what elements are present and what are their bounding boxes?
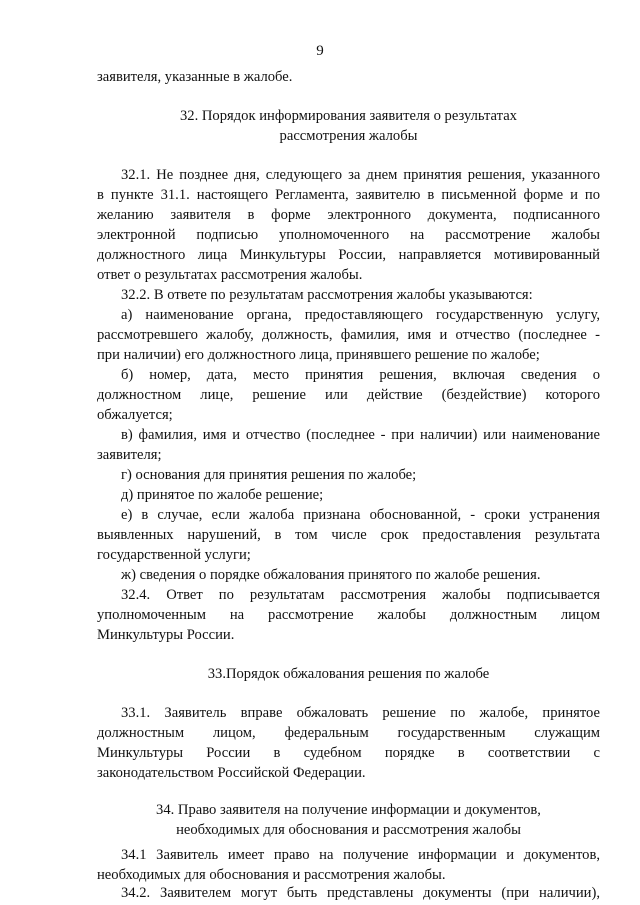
paragraph-33-1-line: должностным лицом, федеральным государственным служащим bbox=[97, 725, 600, 741]
paragraph-33-1-line: Минкультуры России в судебном порядке в соответствии с bbox=[97, 745, 600, 761]
list-item-a-line: рассмотревшего жалобу, должность, фамилия, имя и отчество (последнее - bbox=[97, 327, 600, 343]
section-heading-33: 33.Порядок обжалования решения по жалобе bbox=[207, 666, 490, 682]
paragraph-line: заявителя, указанные в жалобе. bbox=[97, 69, 293, 85]
list-item-a-line: при наличии) его должностного лица, принявшего решение по жалобе; bbox=[97, 347, 540, 363]
paragraph-32-1-line: ответ о результатах рассмотрения жалобы. bbox=[97, 267, 363, 283]
section-heading-34-line-2: необходимых для обоснования и рассмотрения жалобы bbox=[176, 822, 521, 838]
paragraph-32-4-line: 32.4. Ответ по результатам рассмотрения жалобы подписывается bbox=[121, 587, 600, 603]
list-item-zh: ж) сведения о порядке обжалования принятого по жалобе решения. bbox=[121, 567, 541, 583]
paragraph-32-4-line: уполномоченным на рассмотрение жалобы должностным лицом bbox=[97, 607, 600, 623]
list-item-a-line: а) наименование органа, предоставляющего государственную услугу, bbox=[121, 307, 600, 323]
paragraph-32-2: 32.2. В ответе по результатам рассмотрения жалобы указываются: bbox=[121, 287, 533, 303]
page-number: 9 bbox=[316, 43, 324, 59]
list-item-g: г) основания для принятия решения по жалобе; bbox=[121, 467, 417, 483]
paragraph-32-1-line: в пункте 31.1. настоящего Регламента, заявителю в письменной форме и по bbox=[97, 187, 600, 203]
list-item-b-line: б) номер, дата, место принятия решения, включая сведения о bbox=[121, 367, 600, 383]
list-item-d: д) принятое по жалобе решение; bbox=[121, 487, 324, 503]
section-heading-32-line-2: рассмотрения жалобы bbox=[279, 128, 418, 144]
section-heading-34-line-1: 34. Право заявителя на получение информации и документов, bbox=[156, 802, 541, 818]
paragraph-32-4-line: Минкультуры России. bbox=[97, 627, 235, 643]
paragraph-34-2-line: 34.2. Заявителем могут быть представлены документы (при наличии), bbox=[121, 885, 600, 901]
list-item-e-line: государственной услуги; bbox=[97, 547, 251, 563]
list-item-b-line: обжалуется; bbox=[97, 407, 173, 423]
list-item-e-line: е) в случае, если жалоба признана обоснованной, - сроки устранения bbox=[121, 507, 600, 523]
paragraph-32-1-line: желанию заявителя в форме электронного документа, подписанного bbox=[97, 207, 600, 223]
paragraph-34-1-line: 34.1 Заявитель имеет право на получение информации и документов, bbox=[121, 847, 600, 863]
paragraph-33-1-line: 33.1. Заявитель вправе обжаловать решение по жалобе, принятое bbox=[121, 705, 600, 721]
list-item-v-line: заявителя; bbox=[97, 447, 162, 463]
paragraph-32-1-line: должностного лица Минкультуры России, направляется мотивированный bbox=[97, 247, 600, 263]
paragraph-34-1-line: необходимых для обоснования и рассмотрения жалобы. bbox=[97, 867, 446, 883]
list-item-v-line: в) фамилия, имя и отчество (последнее - при наличии) или наименование bbox=[121, 427, 600, 443]
section-heading-32-line-1: 32. Порядок информирования заявителя о результатах bbox=[180, 108, 517, 124]
paragraph-32-1-line: 32.1. Не позднее дня, следующего за днем принятия решения, указанного bbox=[121, 167, 600, 183]
list-item-b-line: должностном лице, решение или действие (бездействие) которого bbox=[97, 387, 600, 403]
paragraph-33-1-line: законодательством Российской Федерации. bbox=[97, 765, 366, 781]
paragraph-32-1-line: электронной подписью уполномоченного на рассмотрение жалобы bbox=[97, 227, 600, 243]
list-item-e-line: выявленных нарушений, в том числе срок предоставления результата bbox=[97, 527, 600, 543]
